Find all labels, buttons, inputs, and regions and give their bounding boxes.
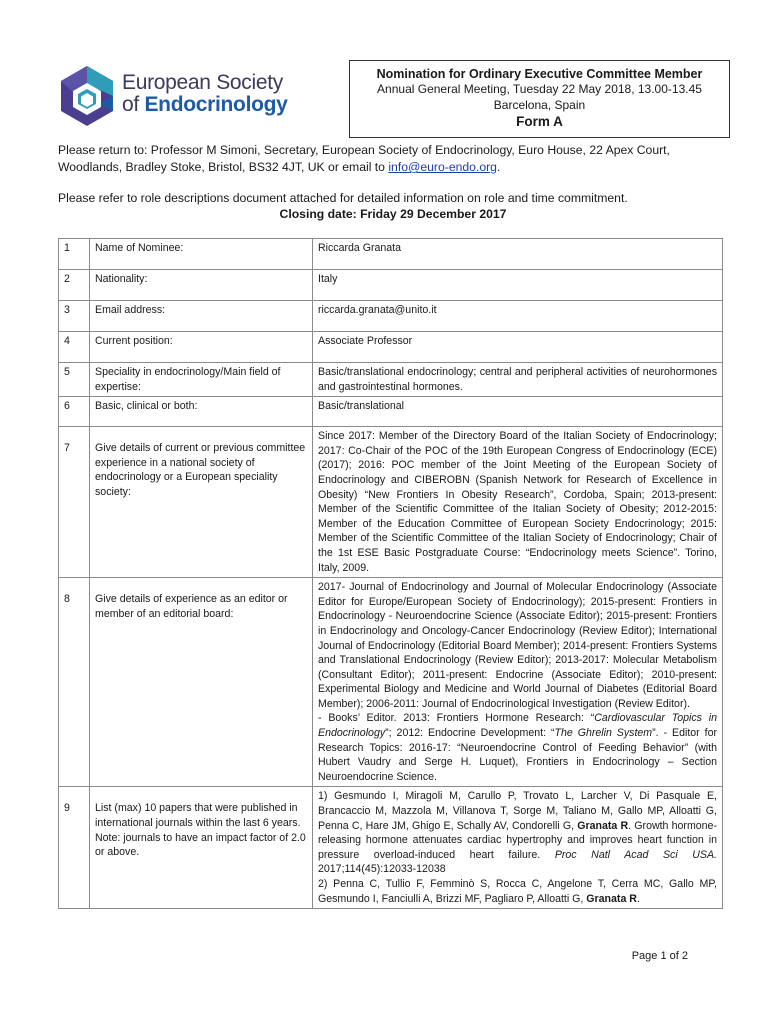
editorial-experience-value (313, 578, 723, 787)
row-number: 9 (59, 787, 90, 909)
nominee-name-value: Riccarda Granata (313, 239, 723, 270)
books-title-2: The Ghrelin System (554, 727, 653, 740)
basic-clinical-value: Basic/translational (313, 397, 723, 427)
row-number: 3 (59, 301, 90, 332)
row-label: Email address: (90, 301, 313, 332)
row-number: 5 (59, 363, 90, 397)
table-row (59, 787, 723, 909)
row-label: Speciality in endocrinology/Main field of expertise: (90, 363, 313, 397)
row-label: Basic, clinical or both: (90, 397, 313, 427)
paper-1-authors: 1) Gesmundo I, Miragoli M, Carullo P, Trovato L, Larcher V, Di Pasquale E, Brancaccio M, Mazzola M, Villanova T, Sorge M, Taliano M, Gallo MP, Alloatti G, Penna C, Hare JM, Ghigo E, Schally AV, Condorelli G, (318, 790, 717, 832)
row-number: 6 (59, 397, 90, 427)
committee-experience-value: Since 2017: Member of the Directory Board of the Italian Society of Endocrinology; 2017: Co-Chair of the POC of the 19th European Congress of Endocrinology (ECE) (2017); 2016: POC member of the Joint Meeting of the European Society of Endocrinology and CIBEROBN (Spanish Network for Research of Excellence in Obesity) “New Frontiers In Obesity Research”, Cordoba, Spain; 2013-present: Member of the Scientific Committee of the Italian Society of Obesity; 2012-2015: Member of the Education Committee of European Society Endocrinology; 2015: Member of the Scientific Committee of the Italian Society of Endocrinology; Chair of the 1st ESE Basic Postgraduate Course: “Endocrinology meets Science”. Torino, Italy, 2009. (313, 427, 723, 578)
position-value: Associate Professor (313, 332, 723, 363)
paper-1-title: . Growth hormone-releasing hormone attenuates cardiac hypertrophy and improves heart function in pressure overload-induced heart failure. (318, 819, 717, 861)
meeting-info: Annual General Meeting, Tuesday 22 May 2018, 13.00-13.45 (377, 82, 702, 96)
table-row (59, 397, 723, 427)
papers-value (313, 787, 723, 909)
logo-line-2-name: Endocrinology (144, 93, 288, 116)
table-row (59, 332, 723, 363)
paper-2-nominee: Granata R (586, 892, 637, 905)
paper-1-nominee: Granata R (577, 819, 629, 832)
hexagon-logo-icon (55, 64, 119, 128)
refer-note: Please refer to role descriptions document attached for detailed information on role and time commitment. (58, 191, 628, 205)
row-number: 8 (59, 578, 90, 787)
table-row (59, 363, 723, 397)
speciality-value: Basic/translational endocrinology; central and peripheral activities of neurohormones and gastrointestinal hormones. (313, 363, 723, 397)
header-box (349, 60, 730, 138)
nationality-value: Italy (313, 270, 723, 301)
return-end: . (496, 160, 501, 174)
row-number: 2 (59, 270, 90, 301)
books-editor-text (318, 711, 717, 784)
paper-1-citation: 2017;114(45):12033-12038 (318, 863, 446, 876)
ese-logo (55, 60, 295, 130)
meeting-location: Barcelona, Spain (493, 98, 586, 112)
email-value: riccarda.granata@unito.it (313, 301, 723, 332)
row-label: Give details of current or previous committee experience in a national society of endocrinology or a European speciality society: (90, 427, 313, 578)
return-text: Please return to: Professor M Simoni, Secretary, European Society of Endocrinology, Euro House, 22 Apex Court, Woodlands, Bradley Stoke, Bristol, BS32 4JT, UK or email to (58, 143, 670, 174)
table-row (59, 301, 723, 332)
row-label: Current position: (90, 332, 313, 363)
books-text-3: ”. - Editor for Research Topics: 2016-17: “Neuroendocrine Control of Feeding Behavior” (with Hubert Vaudry and Serge H. Luquet), Frontiers in Endocrinology – Section Neuroendocrine Science. (318, 727, 717, 783)
row-label: Nationality: (90, 270, 313, 301)
nomination-table (58, 238, 723, 909)
table-row (59, 578, 723, 787)
row-label: Give details of experience as an editor or member of an editorial board: (90, 578, 313, 787)
editor-roles-text: 2017- Journal of Endocrinology and Journal of Molecular Endocrinology (Associate Editor for Europe/European Society of Endocrinology); 2015-present: Frontiers in Endocrinology - Neuroendocrine Science (Associate Editor); 2015-present: Frontiers in Endocrinology and Oncology-Cancer Endocrinology (Review Editor); International Journal of Endocrinology (Editorial Board Member); 2014-present: Frontiers Systems and Translational Endocrinology (Review Editor); 2013-2017: Molecular Metabolism (Consultant Editor); 2011-present: Endocrine (Associate Editor); 2010-present: Experimental Biology and Medicine and World Journal of Diabetes (Editorial Board Member); 2006-2011: Journal of Endocrinological Investigation (Review Editor). (318, 581, 717, 710)
closing-date: Closing date: Friday 29 December 2017 (279, 207, 507, 221)
row-label: List (max) 10 papers that were published in international journals within the last 6 years. Note: journals to have an impact factor of 2.0 or above. (90, 787, 313, 909)
logo-line-1: European Society (122, 71, 283, 94)
table-row (59, 427, 723, 578)
contact-email-link[interactable]: info@euro-endo.org (388, 160, 497, 174)
paper-2-end: . (636, 892, 640, 905)
table-row (59, 239, 723, 270)
row-number: 4 (59, 332, 90, 363)
row-number: 1 (59, 239, 90, 270)
books-text-1: - Books’ Editor. 2013: Frontiers Hormone Research: “ (318, 712, 595, 725)
paper-2 (318, 877, 717, 906)
paper-2-authors: 2) Penna C, Tullio F, Femminò S, Rocca C, Angelone T, Cerra MC, Gallo MP, Gesmundo I, Fanciulli A, Brizzi MF, Pagliaro P, Alloatti G, (318, 878, 717, 905)
books-text-2: ”; 2012: Endocrine Development: “ (385, 727, 555, 740)
row-label: Name of Nominee: (90, 239, 313, 270)
return-instructions (58, 142, 728, 176)
page-number: Page 1 of 2 (631, 950, 688, 962)
form-label: Form A (516, 114, 563, 129)
logo-line-2-prefix: of (122, 93, 145, 116)
books-title-1: Cardiovascular Topics in Endocrinology (318, 712, 717, 740)
paper-1 (318, 789, 717, 877)
paper-1-journal: Proc Natl Acad Sci USA. (554, 848, 717, 861)
row-number: 7 (59, 427, 90, 578)
form-title: Nomination for Ordinary Executive Committee Member (376, 67, 703, 81)
table-row (59, 270, 723, 301)
